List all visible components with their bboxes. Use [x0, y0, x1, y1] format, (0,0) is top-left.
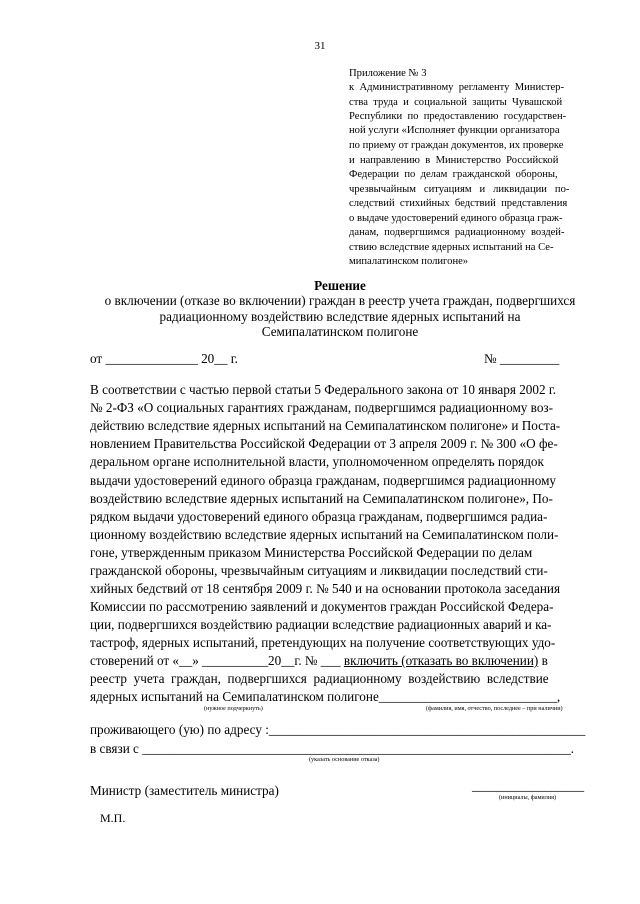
reason-line: в связи с _________________________________________________________________.	[90, 741, 575, 756]
body-line: рядком выдачи удостоверений единого образца гражданам, подвергшимся радиа-	[90, 509, 548, 524]
body-line: новлением Правительства Российской Федерации от 3 апреля 2009 г. № 300 «О фе-	[90, 436, 558, 451]
appendix-line: к Административному регламенту Министер-	[349, 82, 564, 93]
body-line: ционному воздействию вследствие ядерных испытаний на Семипалатинском поли-	[90, 527, 559, 542]
body-line: гражданской обороны, чрезвычайным ситуациям и ликвидации последствий сти-	[90, 563, 548, 578]
include-choice: включить (отказать во включении)	[343, 653, 539, 668]
hint-reason: (указать основание отказа)	[309, 756, 380, 763]
address-line: проживающего (ую) по адресу :________________________________________________	[90, 722, 586, 737]
body-line-certificate	[90, 653, 548, 669]
body-line: ции, подвергшихся воздействию радиации вследствие радиационных аварий и ка-	[90, 617, 552, 632]
appendix-line: данам, подвергшимся радиационному воздей-	[349, 227, 565, 238]
appendix-line: о выдаче удостоверений единого образца граж-	[349, 213, 563, 224]
document-title: Решение	[314, 278, 366, 293]
body-line: воздействию вследствие ядерных испытаний на Семипалатинском полигоне», По-	[90, 491, 553, 506]
title-line: о включении (отказе во включении) граждан в реестр учета граждан, подвергшихся	[104, 293, 576, 308]
appendix-line: ствию вследствие ядерных испытаний на Се-	[349, 242, 554, 253]
certificate-text: стоверений от «__» __________20__г. № ___	[90, 653, 344, 668]
appendix-line: следствий стихийных бедствий представления	[349, 198, 568, 209]
hint-needed: (нужное подчеркнуть)	[204, 705, 263, 712]
minister-label: Министр (заместитель министра)	[90, 783, 279, 798]
title-line: Семипалатинском полигоне	[261, 324, 419, 339]
appendix-line: и направлению в Министерство Российской	[349, 155, 559, 166]
body-line: действию вследствие ядерных испытаний на Семипалатинском полигоне» и Поста-	[90, 418, 561, 433]
appendix-line: Приложение № 3	[349, 68, 427, 79]
title-line: радиационному воздействию вследствие ядерных испытаний на	[159, 309, 521, 324]
body-line: гоне, утвержденным приказом Министерства Российской Федерации по делам	[90, 545, 533, 560]
certificate-tail: в	[538, 653, 548, 668]
page-number: 31	[314, 40, 326, 52]
hint-fio: (фамилия, имя, отчество, последнее – при наличии)	[426, 705, 563, 712]
appendix-line: Республики по предоставлению государствен-	[349, 111, 567, 122]
appendix-line: ства труда и социальной защиты Чувашской	[349, 97, 563, 108]
body-line: № 2-ФЗ «О социальных гарантиях гражданам, подвергшимся радиационному воз-	[90, 400, 554, 415]
hint-initials: (инициалы, фамилия)	[499, 794, 557, 801]
stamp-place: М.П.	[100, 811, 126, 825]
body-line: реестр учета граждан, подвергшихся радиационному воздействию вследствие	[90, 671, 549, 686]
body-line: В соответствии с частью первой статьи 5 Федерального закона от 10 января 2002 г.	[90, 382, 557, 397]
body-line: деральном органе исполнительной власти, уполномоченном определять порядок	[90, 454, 544, 469]
date-field: от ______________ 20__ г.	[90, 351, 238, 366]
appendix-line: ной услуги «Исполняет функции организатора	[349, 125, 560, 136]
appendix-line: Федерации по делам гражданской обороны,	[349, 169, 558, 180]
appendix-line: по приему от граждан документов, их проверке	[349, 140, 564, 151]
body-line: хийных бедствий от 18 сентября 2009 г. № 540 и на основании протокола заседания	[90, 581, 561, 596]
body-line: ядерных испытаний на Семипалатинском полигоне___________________________,	[90, 689, 561, 704]
appendix-line: мипалатинском полигоне»	[349, 256, 469, 267]
body-line: выдачи удостоверений единого образца гражданам, подвергшимся радиационному	[90, 473, 557, 488]
signature-line: _________________	[472, 778, 585, 793]
number-field: № _________	[484, 351, 560, 366]
body-line: тастроф, ядерных испытаний, претендующих на получение соответствующих удо-	[90, 635, 556, 650]
appendix-line: чрезвычайным ситуациям и ликвидации по-	[349, 184, 570, 195]
body-line: Комиссии по рассмотрению заявлений и документов граждан Российской Федера-	[90, 599, 554, 614]
